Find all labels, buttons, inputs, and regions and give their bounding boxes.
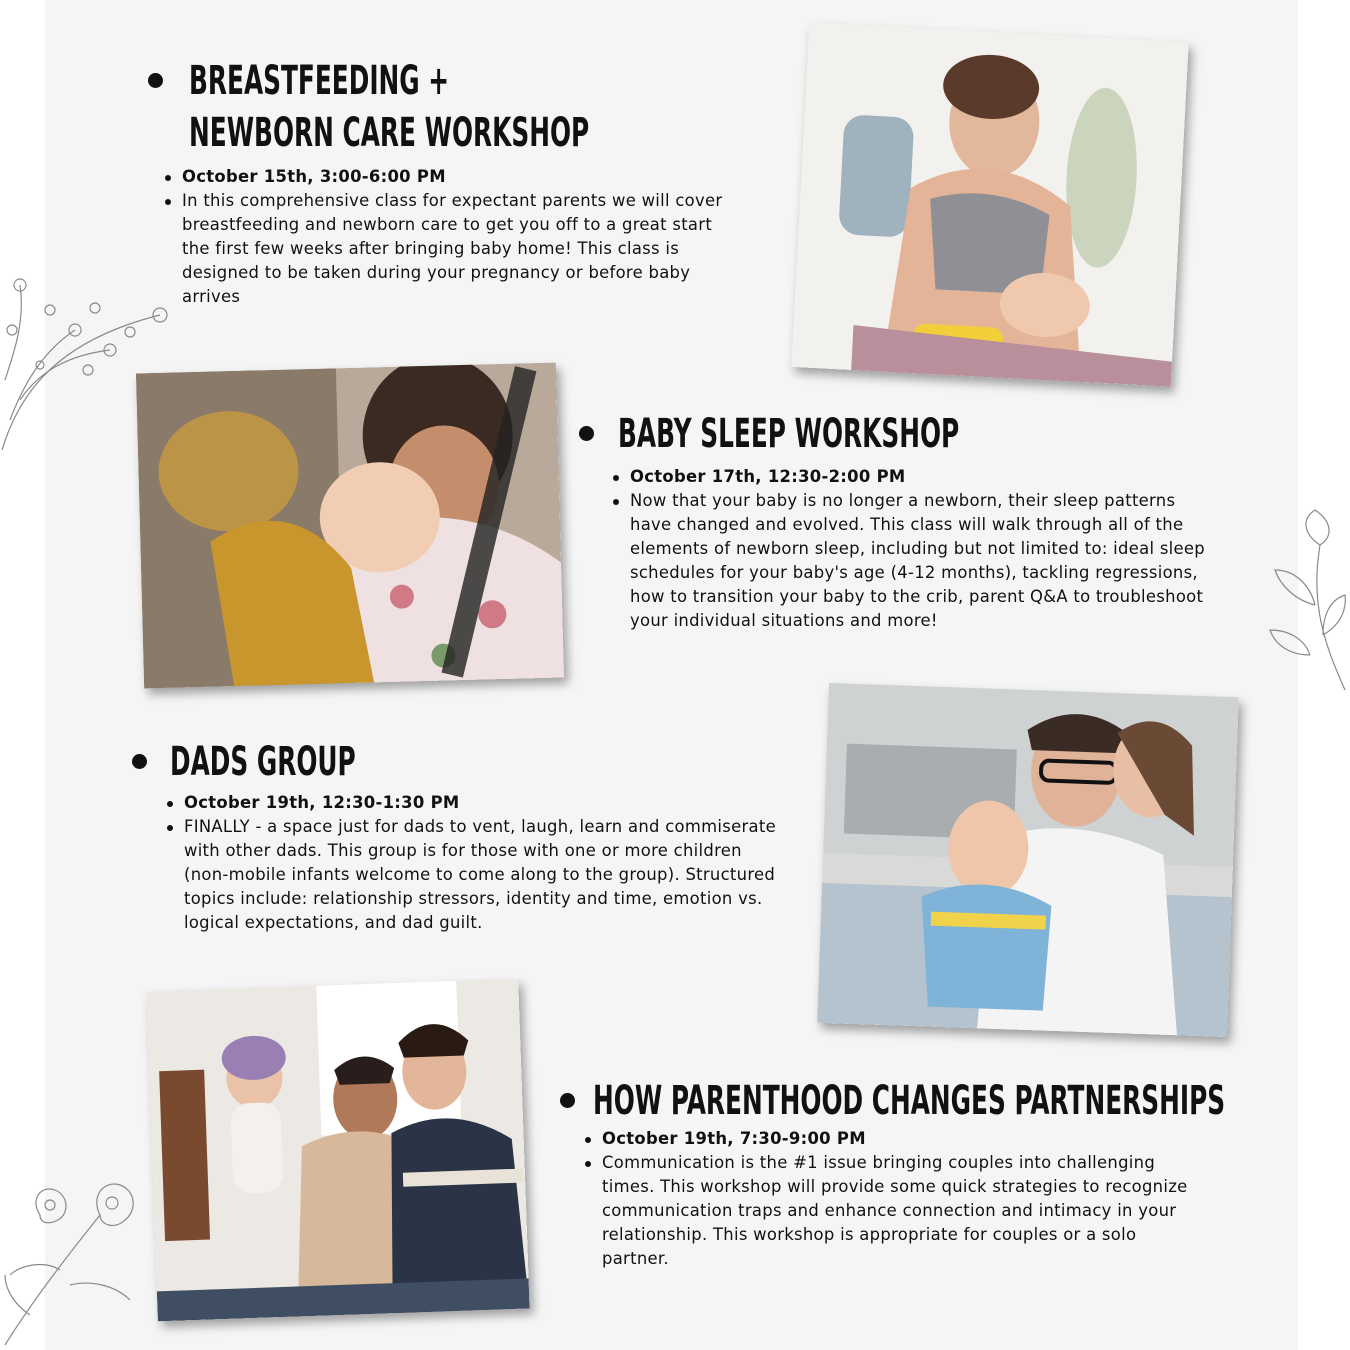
workshop-dads-group: [132, 736, 792, 935]
floral-flower-icon: [0, 1175, 145, 1350]
photo-baby-sleep: [136, 363, 564, 689]
title-bullet: [132, 754, 147, 769]
workshop-title: BREASTFEEDING + NEWBORN CARE WORKSHOP: [189, 58, 590, 156]
workshop-partnerships: [560, 1075, 1226, 1271]
workshop-description: In this comprehensive class for expectant parents we will cover breastfeeding and newborn care to get you off to a great start the first few weeks after bringing baby home! This class is designed to be taken during your pregnancy or before baby arrives: [163, 189, 743, 309]
workshop-date: October 17th, 12:30-2:00 PM: [611, 465, 1209, 489]
workshop-breastfeeding: [148, 55, 768, 309]
workshop-title: DADS GROUP: [170, 739, 356, 785]
photo-partnerships: [146, 979, 529, 1322]
title-bullet: [579, 426, 594, 441]
photo-breastfeeding: [791, 22, 1189, 386]
floral-flower-icon: [1265, 505, 1350, 695]
workshop-baby-sleep: [579, 408, 1229, 633]
title-bullet: [560, 1093, 575, 1108]
workshop-title: HOW PARENTHOOD CHANGES PARTNERSHIPS: [593, 1078, 1226, 1124]
workshop-title: BABY SLEEP WORKSHOP: [618, 411, 960, 457]
workshop-date: October 19th, 7:30-9:00 PM: [583, 1127, 1198, 1151]
workshop-date: October 15th, 3:00-6:00 PM: [163, 165, 743, 189]
photo-dads-group: [817, 683, 1239, 1037]
workshop-description: Now that your baby is no longer a newborn, their sleep patterns have changed and evolved. This class will walk through all of the elements of newborn sleep, including but not limited to: ideal sleep schedules for your baby's age (4-12 months), tackling regressions, how to transition your baby to the crib, parent Q&A to troubleshoot your individual situations and more!: [611, 489, 1209, 633]
workshop-description: FINALLY - a space just for dads to vent, laugh, learn and commiserate with other dads. This group is for those with one or more children (non-mobile infants welcome to come along to the group). Structured topics include: relationship stressors, identity and time, emotion vs. logical expectations, and dad guilt.: [165, 815, 777, 935]
workshop-description: Communication is the #1 issue bringing couples into challenging times. This workshop will provide some quick strategies to recognize communication traps and enhance connection and intimacy in your relationship. This workshop is appropriate for couples or a solo partner.: [583, 1151, 1198, 1271]
workshop-date: October 19th, 12:30-1:30 PM: [165, 791, 777, 815]
title-bullet: [148, 73, 163, 88]
